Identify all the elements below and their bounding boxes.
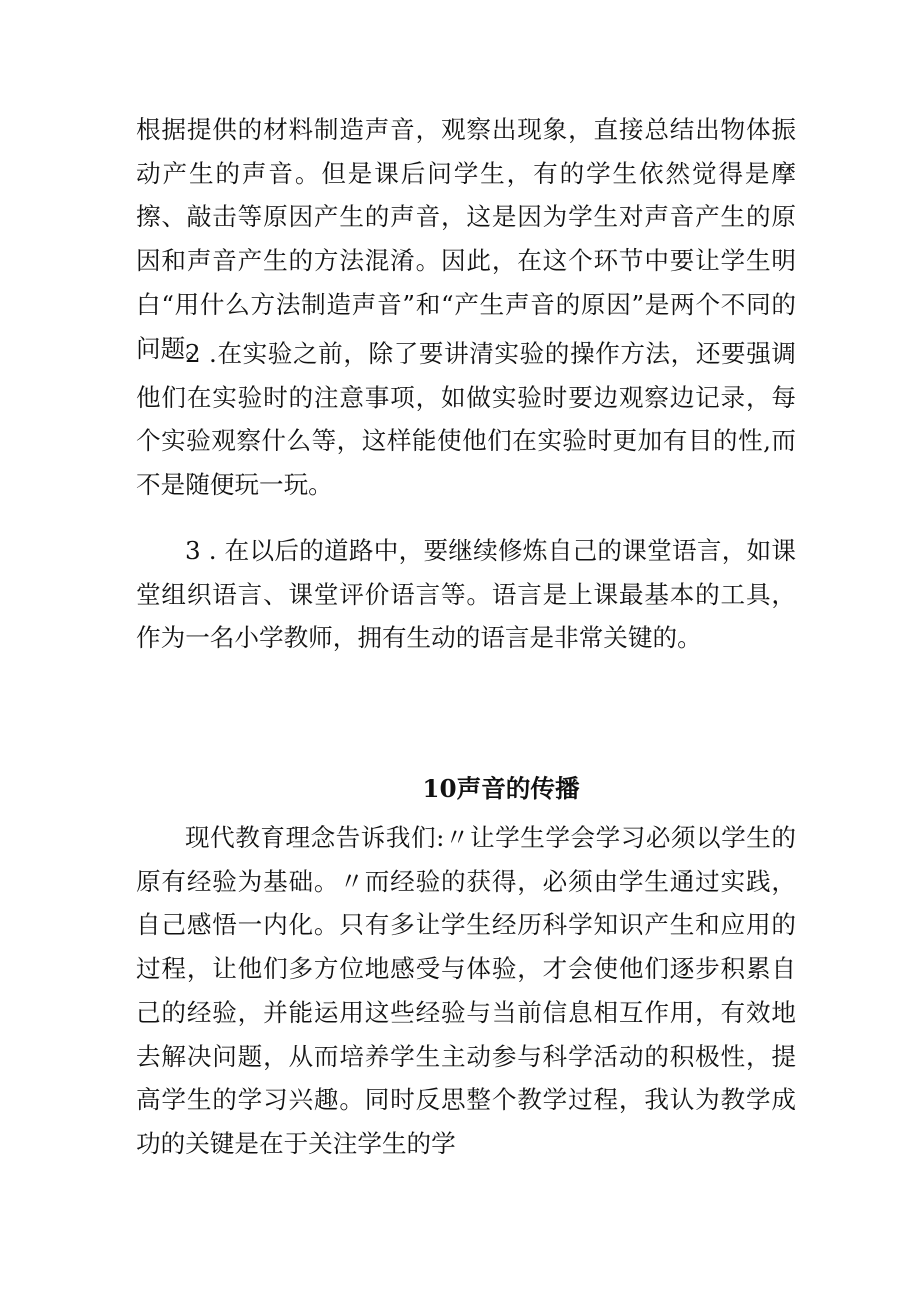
- numbered-paragraph-2: 2 .在实验之前，除了要讲清实验的操作方法，还要强调他们在实验时的注意事项，如做实验时要边观察边记录，每个实验观察什么等，这样能使他们在实验时更加有目的性,而不是随便玩一玩。: [136, 339, 796, 500]
- body-paragraph: 根据提供的材料制造声音，观察出现象，直接总结出物体振动产生的声音。但是课后问学生，有的学生依然觉得是摩擦、敲击等原因产生的声音，这是因为学生对声音产生的原因和声音产生的方法混淆。因此，在这个环节中要让学生明白“用什么方法制造声音”和“产生声音的原因”是两个不同的问题。: [136, 115, 796, 363]
- numbered-paragraph-3: 3 . 在以后的道路中，要继续修炼自己的课堂语言，如课堂组织语言、课堂评价语言等。语言是上课最基本的工具，作为一名小学教师，拥有生动的语言是非常关键的。: [136, 536, 796, 653]
- section-paragraph: 现代教育理念告诉我们:〃让学生学会学习必须以学生的原有经验为基础。〃而经验的获得，必须由学生通过实践，自己感悟一内化。只有多让学生经历科学知识产生和应用的过程，让他们多方位地感受与体验，才会使他们逐步积累自己的经验，并能运用这些经验与当前信息相互作用，有效地去解决问题，从而培养学生主动参与科学活动的积极性，提高学生的学习兴趣。同时反思整个教学过程，我认为教学成功的关键是在于关注学生的学: [136, 823, 796, 1158]
- section-title: 10声音的传播: [422, 774, 580, 803]
